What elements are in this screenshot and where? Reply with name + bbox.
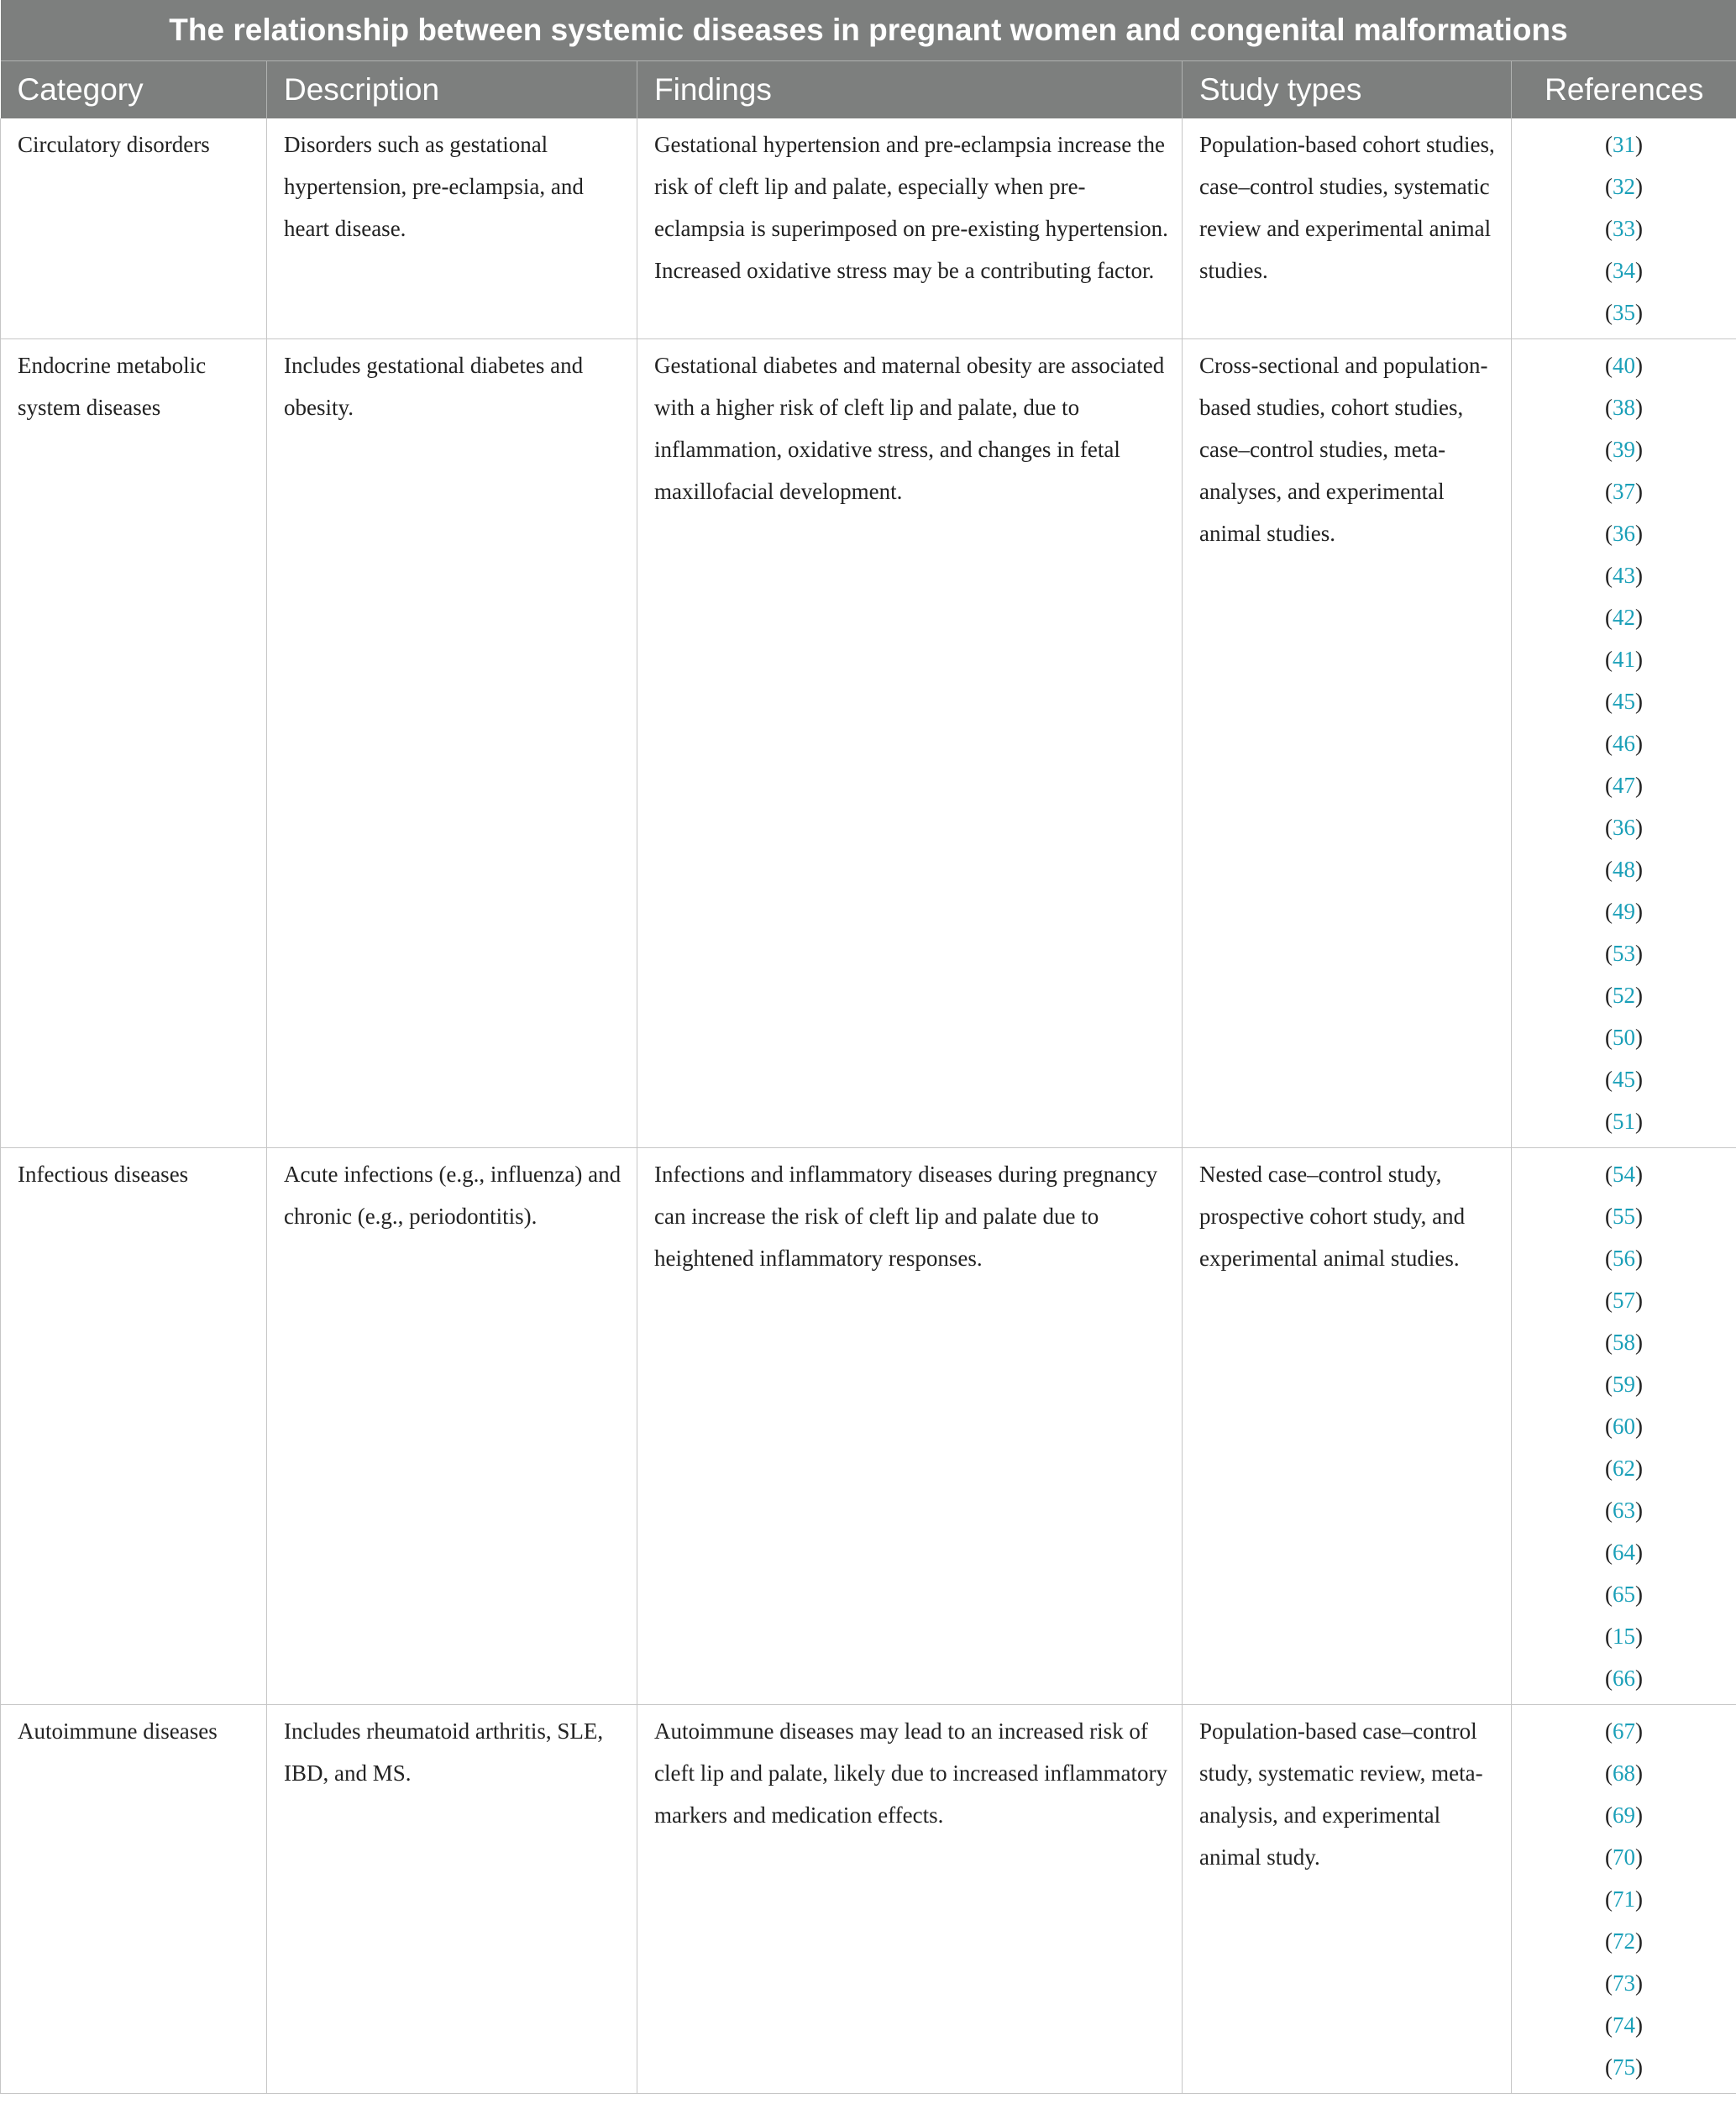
reference-link[interactable]: (38) bbox=[1605, 395, 1643, 420]
reference-link[interactable]: (34) bbox=[1605, 258, 1643, 283]
findings-cell: Gestational diabetes and maternal obesity are associated with a higher risk of cleft lip and palate, due to inflammation, oxidative stress, and changes in fetal maxillofacial development. bbox=[637, 339, 1183, 1148]
reference-link[interactable]: (49) bbox=[1605, 899, 1643, 924]
reference-link[interactable]: (46) bbox=[1605, 731, 1643, 756]
reference-link[interactable]: (63) bbox=[1605, 1498, 1643, 1523]
reference-link[interactable]: (48) bbox=[1605, 857, 1643, 882]
reference-link[interactable]: (15) bbox=[1605, 1624, 1643, 1649]
reference-link[interactable]: (56) bbox=[1605, 1246, 1643, 1271]
findings-cell: Autoimmune diseases may lead to an increased risk of cleft lip and palate, likely due to increased inflammatory markers and medication effects. bbox=[637, 1705, 1183, 2094]
reference-link[interactable]: (32) bbox=[1605, 174, 1643, 199]
description-cell: Disorders such as gestational hypertension, pre-eclampsia, and heart disease. bbox=[267, 118, 637, 339]
reference-link[interactable]: (75) bbox=[1605, 2054, 1643, 2080]
references-cell bbox=[1512, 118, 1736, 339]
reference-link[interactable]: (73) bbox=[1605, 1970, 1643, 1996]
reference-link[interactable]: (36) bbox=[1605, 521, 1643, 546]
category-cell: Circulatory disorders bbox=[1, 118, 267, 339]
category-cell: Autoimmune diseases bbox=[1, 1705, 267, 2094]
reference-link[interactable]: (40) bbox=[1605, 353, 1643, 378]
reference-link[interactable]: (71) bbox=[1605, 1886, 1643, 1912]
category-cell: Infectious diseases bbox=[1, 1148, 267, 1705]
reference-link[interactable]: (37) bbox=[1605, 479, 1643, 504]
reference-link[interactable]: (53) bbox=[1605, 941, 1643, 966]
references-cell bbox=[1512, 1148, 1736, 1705]
title-row bbox=[1, 0, 1736, 61]
reference-link[interactable]: (50) bbox=[1605, 1025, 1643, 1050]
findings-cell: Infections and inflammatory diseases during pregnancy can increase the risk of cleft lip and palate due to heightened inflammatory responses. bbox=[637, 1148, 1183, 1705]
study-types-cell: Cross-sectional and population-based studies, cohort studies, case–control studies, meta-analyses, and experimental animal studies. bbox=[1183, 339, 1512, 1148]
column-header-category: Category bbox=[1, 61, 267, 119]
reference-link[interactable]: (52) bbox=[1605, 983, 1643, 1008]
reference-link[interactable]: (67) bbox=[1605, 1718, 1643, 1744]
reference-link[interactable]: (54) bbox=[1605, 1162, 1643, 1187]
column-header-study-types: Study types bbox=[1183, 61, 1512, 119]
study-types-cell: Population-based case–control study, systematic review, meta-analysis, and experimental animal study. bbox=[1183, 1705, 1512, 2094]
reference-link[interactable]: (66) bbox=[1605, 1666, 1643, 1691]
reference-link[interactable]: (33) bbox=[1605, 216, 1643, 241]
reference-link[interactable]: (69) bbox=[1605, 1802, 1643, 1828]
reference-link[interactable]: (42) bbox=[1605, 605, 1643, 630]
reference-link[interactable]: (39) bbox=[1605, 437, 1643, 462]
table-title: The relationship between systemic diseases in pregnant women and congenital malformations bbox=[1, 0, 1736, 61]
reference-link[interactable]: (62) bbox=[1605, 1456, 1643, 1481]
category-cell: Endocrine metabolic system diseases bbox=[1, 339, 267, 1148]
reference-link[interactable]: (74) bbox=[1605, 2012, 1643, 2038]
column-header-findings: Findings bbox=[637, 61, 1183, 119]
reference-link[interactable]: (70) bbox=[1605, 1844, 1643, 1870]
reference-link[interactable]: (43) bbox=[1605, 563, 1643, 588]
reference-link[interactable]: (31) bbox=[1605, 132, 1643, 157]
column-header-references: References bbox=[1512, 61, 1736, 119]
reference-link[interactable]: (51) bbox=[1605, 1109, 1643, 1134]
reference-link[interactable]: (35) bbox=[1605, 300, 1643, 325]
description-cell: Includes gestational diabetes and obesity. bbox=[267, 339, 637, 1148]
description-cell: Acute infections (e.g., influenza) and chronic (e.g., periodontitis). bbox=[267, 1148, 637, 1705]
study-types-cell: Population-based cohort studies, case–control studies, systematic review and experimental animal studies. bbox=[1183, 118, 1512, 339]
reference-link[interactable]: (60) bbox=[1605, 1414, 1643, 1439]
reference-link[interactable]: (57) bbox=[1605, 1288, 1643, 1313]
reference-link[interactable]: (58) bbox=[1605, 1330, 1643, 1355]
reference-link[interactable]: (64) bbox=[1605, 1540, 1643, 1565]
header-row bbox=[1, 61, 1736, 119]
table-row bbox=[1, 339, 1736, 1148]
reference-link[interactable]: (36) bbox=[1605, 815, 1643, 840]
description-cell: Includes rheumatoid arthritis, SLE, IBD, and MS. bbox=[267, 1705, 637, 2094]
reference-link[interactable]: (45) bbox=[1605, 1067, 1643, 1092]
reference-link[interactable]: (72) bbox=[1605, 1928, 1643, 1954]
references-cell bbox=[1512, 339, 1736, 1148]
reference-link[interactable]: (47) bbox=[1605, 773, 1643, 798]
study-types-cell: Nested case–control study, prospective cohort study, and experimental animal studies. bbox=[1183, 1148, 1512, 1705]
reference-link[interactable]: (68) bbox=[1605, 1760, 1643, 1786]
reference-link[interactable]: (59) bbox=[1605, 1372, 1643, 1397]
reference-link[interactable]: (55) bbox=[1605, 1204, 1643, 1229]
reference-link[interactable]: (45) bbox=[1605, 689, 1643, 714]
reference-link[interactable]: (65) bbox=[1605, 1582, 1643, 1607]
table-body bbox=[1, 118, 1736, 2094]
table-row bbox=[1, 118, 1736, 339]
column-header-description: Description bbox=[267, 61, 637, 119]
table-row bbox=[1, 1705, 1736, 2094]
references-cell bbox=[1512, 1705, 1736, 2094]
findings-cell: Gestational hypertension and pre-eclampsia increase the risk of cleft lip and palate, especially when pre-eclampsia is superimposed on pre-existing hypertension. Increased oxidative stress may be a contributing factor. bbox=[637, 118, 1183, 339]
reference-link[interactable]: (41) bbox=[1605, 647, 1643, 672]
table-row bbox=[1, 1148, 1736, 1705]
